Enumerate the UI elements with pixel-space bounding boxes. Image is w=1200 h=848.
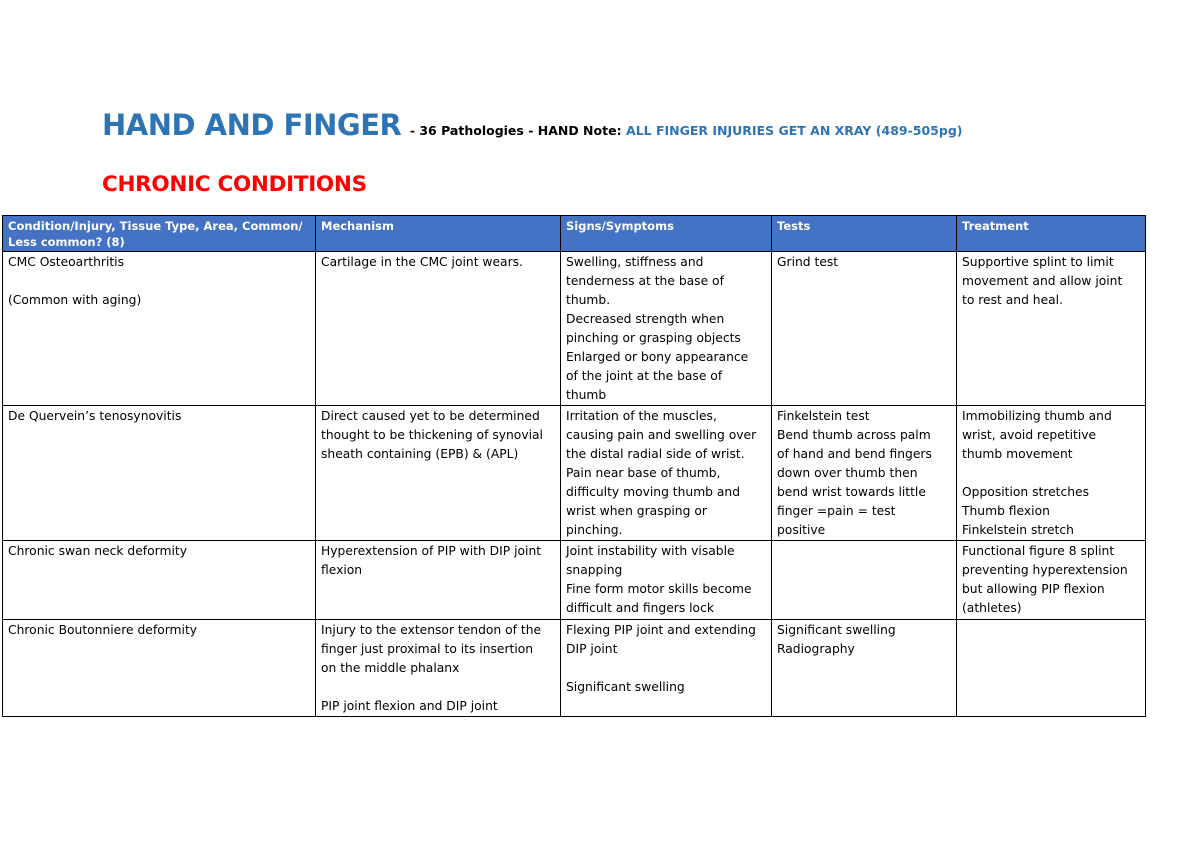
table-row [3,406,1146,541]
header-treatment: Treatment [957,216,1146,252]
table-row [3,541,1146,620]
cell-tests [772,541,957,620]
cell-tests: Grind test [772,252,957,406]
title-note: ALL FINGER INJURIES GET AN XRAY (489-505pg) [626,123,963,138]
table-row [3,620,1146,717]
cell-signs: Flexing PIP joint and extending DIP joint Significant swelling [561,620,772,717]
cell-treatment [957,620,1146,717]
section-heading: CHRONIC CONDITIONS [102,172,367,197]
cell-signs: Joint instability with visable snapping Fine form motor skills become difficult and fingers lock [561,541,772,620]
cell-mechanism: Cartilage in the CMC joint wears. [316,252,561,406]
page-title [102,108,962,142]
header-mechanism: Mechanism [316,216,561,252]
conditions-table [2,215,1146,717]
cell-tests: Significant swelling Radiography [772,620,957,717]
cell-mechanism: Injury to the extensor tendon of the finger just proximal to its insertion on the middle phalanx PIP joint flexion and DIP joint [316,620,561,717]
cell-treatment: Immobilizing thumb and wrist, avoid repetitive thumb movement Opposition stretches Thumb flexion Finkelstein stretch [957,406,1146,541]
cell-condition: CMC Osteoarthritis (Common with aging) [3,252,316,406]
cell-signs: Swelling, stiffness and tenderness at the base of thumb. Decreased strength when pinching or grasping objects Enlarged or bony appearance of the joint at the base of thumb [561,252,772,406]
cell-condition: Chronic Boutonniere deformity [3,620,316,717]
table-header-row [3,216,1146,252]
title-subtitle: - 36 Pathologies - HAND Note: [409,123,622,138]
header-tests: Tests [772,216,957,252]
cell-mechanism: Hyperextension of PIP with DIP joint flexion [316,541,561,620]
cell-mechanism: Direct caused yet to be determined thought to be thickening of synovial sheath containing (EPB) & (APL) [316,406,561,541]
cell-condition: De Quervein’s tenosynovitis [3,406,316,541]
cell-signs: Irritation of the muscles, causing pain and swelling over the distal radial side of wrist. Pain near base of thumb, difficulty moving thumb and wrist when grasping or pinching. [561,406,772,541]
cell-treatment: Functional figure 8 splint preventing hyperextension but allowing PIP flexion (athletes) [957,541,1146,620]
table-row [3,252,1146,406]
cell-tests: Finkelstein test Bend thumb across palm of hand and bend fingers down over thumb then bend wrist towards little finger =pain = test positive [772,406,957,541]
title-main: HAND AND FINGER [102,108,402,142]
cell-treatment: Supportive splint to limit movement and allow joint to rest and heal. [957,252,1146,406]
header-condition: Condition/Injury, Tissue Type, Area, Common/ Less common? (8) [3,216,316,252]
cell-condition: Chronic swan neck deformity [3,541,316,620]
header-signs: Signs/Symptoms [561,216,772,252]
